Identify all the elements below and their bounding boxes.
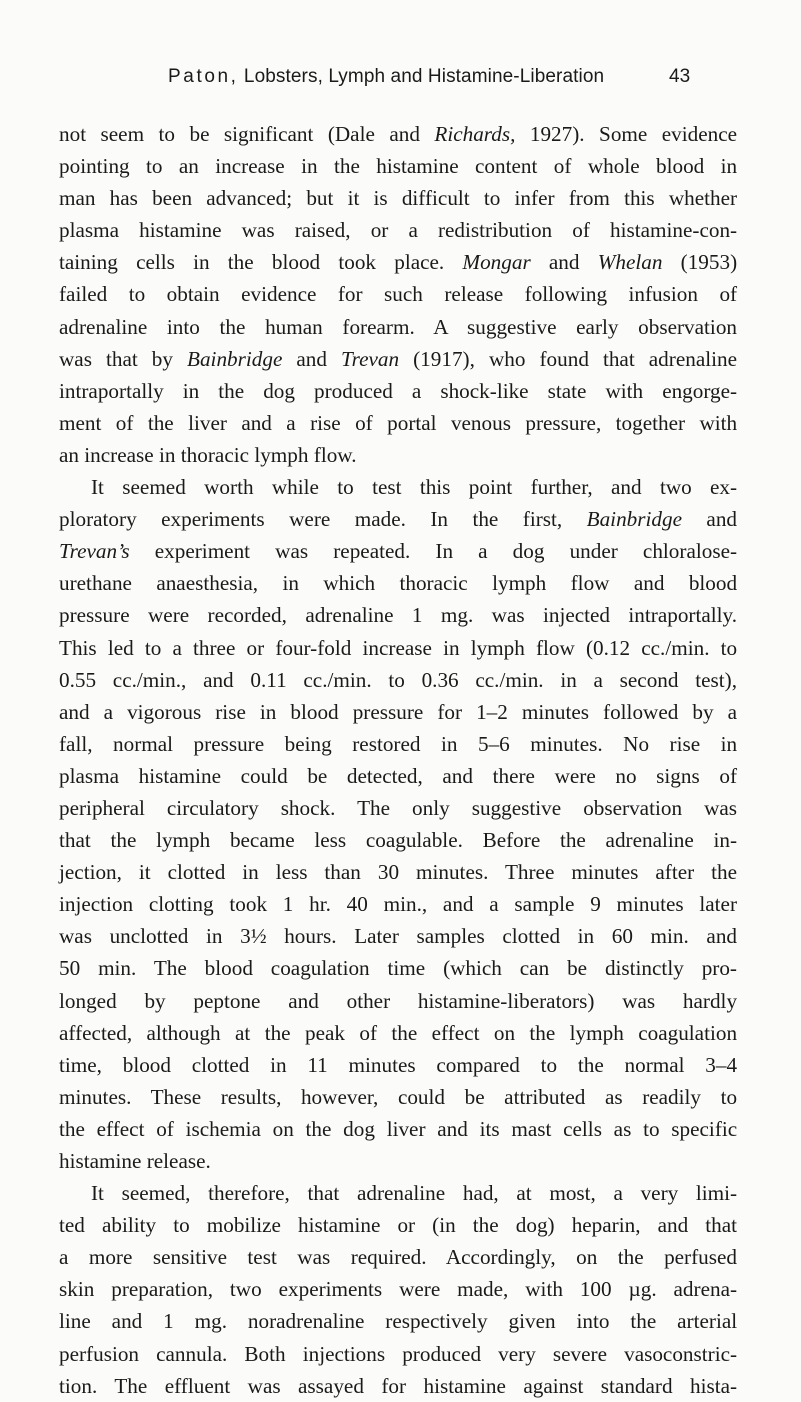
body-text <box>59 118 737 1402</box>
text-line: and a vigorous rise in blood pressure for 1–2 minutes followed by a <box>59 699 737 724</box>
text-line: that the lymph became less coagulable. Before the adrenaline in- <box>59 828 738 853</box>
text-line: the effect of ischemia on the dog liver and its mast cells as to specific <box>59 1116 738 1141</box>
text-line: Trevan’s experiment was repeated. In a dog under chloralose- <box>59 539 738 564</box>
text-line: skin preparation, two experiments were made, with 100 µg. adrena- <box>59 1277 738 1302</box>
text-line: longed by peptone and other histamine-liberators) was hardly <box>59 988 738 1013</box>
text-line: 0.55 cc./min., and 0.11 cc./min. to 0.36 cc./min. in a second test), <box>59 667 737 692</box>
text-line: was that by Bainbridge and Trevan (1917), who found that adrenaline <box>59 346 737 371</box>
page-number: 43 <box>669 66 691 87</box>
text-line: time, blood clotted in 11 minutes compared to the normal 3–4 <box>59 1052 738 1077</box>
text-line: ment of the liver and a rise of portal venous pressure, together with <box>59 410 738 435</box>
text-line: plasma histamine was raised, or a redistribution of histamine-con- <box>59 218 738 243</box>
text-line: fall, normal pressure being restored in 5–6 minutes. No rise in <box>59 731 738 756</box>
text-line: tion. The effluent was assayed for histamine against standard hista- <box>59 1373 738 1398</box>
text-line: ploratory experiments were made. In the first, Bainbridge and <box>59 507 738 532</box>
text-line: a more sensitive test was required. Accordingly, on the perfused <box>59 1245 738 1270</box>
text-line: adrenaline into the human forearm. A suggestive early observation <box>59 314 738 339</box>
running-head-author: Paton, <box>168 66 239 87</box>
text-line: perfusion cannula. Both injections produced very severe vasoconstric- <box>59 1341 738 1366</box>
text-line: pressure were recorded, adrenaline 1 mg. was injected intraportally. <box>59 603 738 628</box>
text-line: pointing to an increase in the histamine content of whole blood in <box>59 154 738 179</box>
text-line: urethane anaesthesia, in which thoracic lymph flow and blood <box>59 571 738 596</box>
running-title <box>168 66 604 88</box>
text-line: ted ability to mobilize histamine or (in the dog) heparin, and that <box>59 1213 738 1238</box>
text-line: plasma histamine could be detected, and there were no signs of <box>59 763 737 788</box>
text-line: minutes. These results, however, could be attributed as readily to <box>59 1084 738 1109</box>
text-line: failed to obtain evidence for such release following infusion of <box>59 282 738 307</box>
text-line: taining cells in the blood took place. Mongar and Whelan (1953) <box>59 250 738 275</box>
text-line: histamine release. <box>59 1149 211 1173</box>
text-line: affected, although at the peak of the effect on the lymph coagulation <box>59 1020 738 1045</box>
text-line: man has been advanced; but it is difficult to infer from this whether <box>59 186 738 211</box>
text-line: It seemed worth while to test this point further, and two ex- <box>91 475 738 500</box>
text-line: line and 1 mg. noradrenaline respectively given into the arterial <box>59 1309 738 1334</box>
text-line: It seemed, therefore, that adrenaline had, at most, a very limi- <box>91 1181 738 1206</box>
text-line: was unclotted in 3½ hours. Later samples clotted in 60 min. and <box>59 924 738 949</box>
text-line: This led to a three or four-fold increase in lymph flow (0.12 cc./min. to <box>59 635 738 660</box>
text-line: 50 min. The blood coagulation time (which can be distinctly pro- <box>59 956 737 981</box>
text-line: an increase in thoracic lymph flow. <box>59 442 357 467</box>
text-line: not seem to be significant (Dale and Richards, 1927). Some evidence <box>59 122 738 146</box>
text-line: intraportally in the dog produced a shock-like state with engorge- <box>59 378 738 403</box>
running-head-title: Lobsters, Lymph and Histamine-Liberation <box>238 66 605 87</box>
text-line: peripheral circulatory shock. The only suggestive observation was <box>59 795 738 820</box>
text-line: injection clotting took 1 hr. 40 min., and a sample 9 minutes later <box>59 892 738 917</box>
running-head <box>0 66 801 96</box>
text-line: jection, it clotted in less than 30 minutes. Three minutes after the <box>59 860 738 885</box>
